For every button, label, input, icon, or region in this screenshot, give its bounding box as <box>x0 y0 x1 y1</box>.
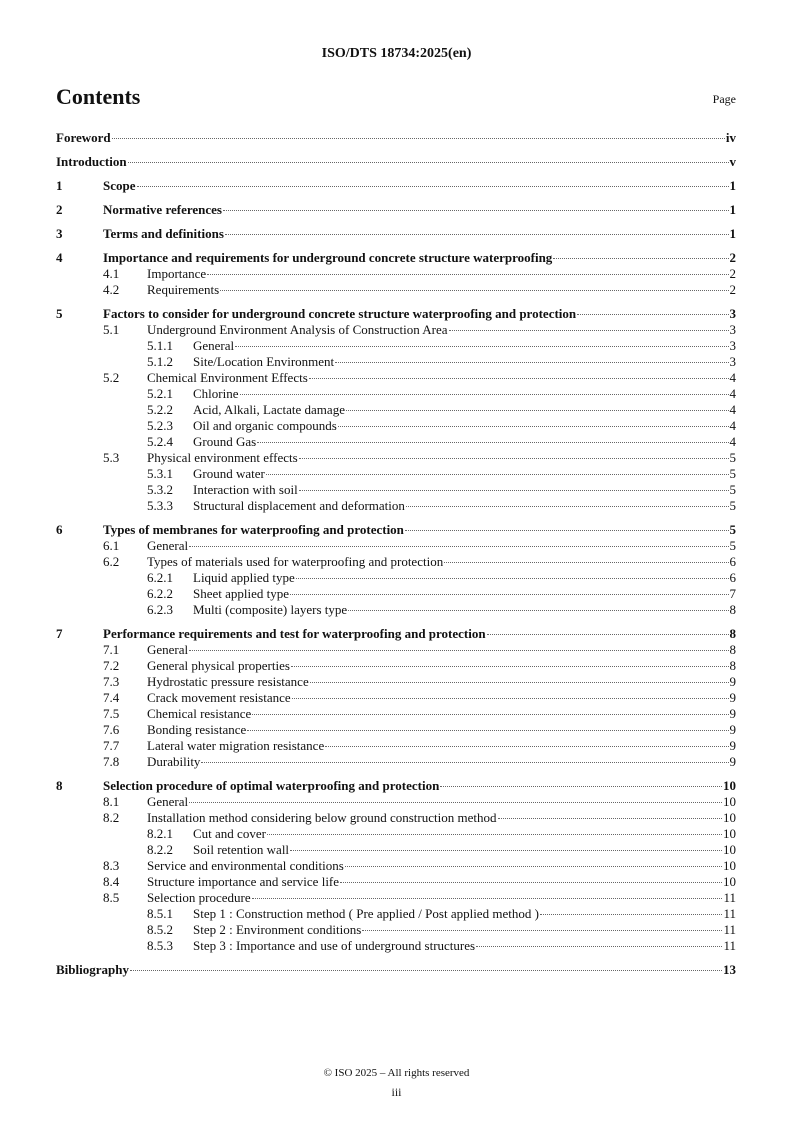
toc-entry-page: 2 <box>729 250 736 265</box>
dot-leader <box>449 330 729 331</box>
toc-entry-number: 8.2 <box>103 810 120 825</box>
toc-entry-title: Introduction <box>56 154 127 169</box>
toc-entry-number: 7.3 <box>103 674 120 689</box>
dot-leader <box>299 458 729 459</box>
toc-entry-title: Crack movement resistance <box>147 690 291 705</box>
toc-entry-page: 3 <box>729 306 736 321</box>
toc-entry-number: 5.2.3 <box>147 418 173 433</box>
dot-leader <box>225 234 729 235</box>
dot-leader <box>296 578 729 579</box>
toc-entry[interactable] <box>56 658 736 674</box>
toc-entry-page: 9 <box>729 706 736 721</box>
toc-entry-page: 4 <box>729 386 736 401</box>
toc-entry-title: Interaction with soil <box>193 482 298 497</box>
toc-entry-number: 5.2.2 <box>147 402 173 417</box>
toc-entry-page: 10 <box>723 874 736 889</box>
toc-entry-page: 11 <box>723 906 736 921</box>
toc-entry-number: 6.1 <box>103 538 120 553</box>
dot-leader <box>290 594 728 595</box>
toc-entry-page: 10 <box>723 826 736 841</box>
dot-leader <box>338 426 729 427</box>
toc-entry-number: 5.1.2 <box>147 354 173 369</box>
toc-entry-page: 4 <box>729 418 736 433</box>
toc-entry[interactable] <box>56 250 736 266</box>
toc-entry-title: General <box>147 794 189 809</box>
toc-entry[interactable] <box>56 890 736 906</box>
toc-entry-number: 4.2 <box>103 282 120 297</box>
toc-entry-title: Foreword <box>56 130 111 145</box>
dot-leader <box>348 610 728 611</box>
toc-entry-page: 10 <box>723 858 736 873</box>
toc-entry-title: Chlorine <box>193 386 239 401</box>
toc-entry-title: Liquid applied type <box>193 570 295 585</box>
toc-entry-number: 5.2.4 <box>147 434 173 449</box>
dot-leader <box>310 682 729 683</box>
dot-leader <box>207 274 728 275</box>
dot-leader <box>553 258 728 259</box>
toc-entry[interactable] <box>56 226 736 242</box>
toc-entry-title: Selection procedure <box>147 890 251 905</box>
toc-entry[interactable] <box>56 354 736 370</box>
dot-leader <box>340 882 722 883</box>
toc-entry-title: Multi (composite) layers type <box>193 602 348 617</box>
toc-entry-page: 5 <box>729 466 736 481</box>
toc-entry-page: iv <box>725 130 736 145</box>
toc-entry-title: Soil retention wall <box>193 842 290 857</box>
toc-entry[interactable] <box>56 338 736 354</box>
toc-entry-page: 1 <box>729 226 736 241</box>
dot-leader <box>362 930 722 931</box>
dot-leader <box>444 562 728 563</box>
toc-entry-number: 8.5.3 <box>147 938 173 953</box>
dot-leader <box>440 786 722 787</box>
toc-entry[interactable] <box>56 722 736 738</box>
toc-entry-number: 8.5.2 <box>147 922 173 937</box>
toc-entry-title: Bibliography <box>56 962 129 977</box>
toc-entry-number: 7.4 <box>103 690 120 705</box>
toc-entry-number: 7.8 <box>103 754 120 769</box>
toc-entry-title: Cut and cover <box>193 826 266 841</box>
toc-entry[interactable] <box>56 178 736 194</box>
toc-entry-number: 8.1 <box>103 794 120 809</box>
toc-entry-page: 5 <box>729 522 736 537</box>
dot-leader <box>240 394 729 395</box>
toc-entry-number: 5.3.1 <box>147 466 173 481</box>
toc-entry[interactable] <box>56 482 736 498</box>
toc-entry-number: 7.6 <box>103 722 120 737</box>
dot-leader <box>309 378 729 379</box>
toc-entry[interactable] <box>56 874 736 890</box>
toc-entry-page: 10 <box>723 778 736 793</box>
toc-entry-title: Acid, Alkali, Lactate damage <box>193 402 345 417</box>
toc-entry-title: Lateral water migration resistance <box>147 738 325 753</box>
toc-entry[interactable] <box>56 626 736 642</box>
toc-entry-number: 7.5 <box>103 706 120 721</box>
dot-leader <box>257 442 728 443</box>
toc-entry-page: 8 <box>729 642 736 657</box>
toc-entry-number: 4.1 <box>103 266 120 281</box>
toc-entry-title: Performance requirements and test for waterproofing and protection <box>103 626 486 641</box>
toc-entry[interactable] <box>56 642 736 658</box>
toc-entry-title: Chemical resistance <box>147 706 252 721</box>
toc-entry-title: Underground Environment Analysis of Construction Area <box>147 322 448 337</box>
toc-entry-page: v <box>729 154 736 169</box>
toc-entry[interactable] <box>56 794 736 810</box>
dot-leader <box>345 866 722 867</box>
dot-leader <box>291 666 729 667</box>
toc-entry-page: 5 <box>729 482 736 497</box>
toc-entry-page: 9 <box>729 722 736 737</box>
toc-entry-title: General physical properties <box>147 658 290 673</box>
toc-entry-number: 6.2.3 <box>147 602 173 617</box>
toc-entry[interactable] <box>56 450 736 466</box>
dot-leader <box>487 634 729 635</box>
toc-entry-page: 9 <box>729 738 736 753</box>
dot-leader <box>292 698 729 699</box>
toc-entry-page: 8 <box>729 658 736 673</box>
dot-leader <box>201 762 728 763</box>
toc-entry-page: 5 <box>729 498 736 513</box>
toc-entry-title: Selection procedure of optimal waterproofing and protection <box>103 778 440 793</box>
toc-entry-page: 1 <box>729 202 736 217</box>
toc-entry-number: 5.2 <box>103 370 120 385</box>
toc-entry-title: Site/Location Environment <box>193 354 335 369</box>
toc-entry-number: 1 <box>56 178 63 193</box>
toc-entry-page: 7 <box>729 586 736 601</box>
dot-leader <box>299 490 729 491</box>
toc-entry[interactable] <box>56 826 736 842</box>
toc-entry-page: 1 <box>729 178 736 193</box>
toc-entry-number: 8.5 <box>103 890 120 905</box>
toc-entry-page: 10 <box>723 810 736 825</box>
dot-leader <box>335 362 728 363</box>
toc-entry-title: Normative references <box>103 202 222 217</box>
dot-leader <box>137 186 729 187</box>
toc-entry[interactable] <box>56 858 736 874</box>
toc-entry-title: General <box>193 338 235 353</box>
dot-leader <box>540 914 723 915</box>
toc-entry[interactable] <box>56 842 736 858</box>
dot-leader <box>406 506 729 507</box>
dot-leader <box>128 162 729 163</box>
toc-entry-page: 5 <box>729 538 736 553</box>
toc-entry[interactable] <box>56 602 736 618</box>
toc-entry-title: Service and environmental conditions <box>147 858 344 873</box>
toc-entry[interactable] <box>56 154 736 170</box>
toc-entry[interactable] <box>56 130 736 146</box>
toc-entry-page: 2 <box>729 266 736 281</box>
toc-entry-title: Structural displacement and deformation <box>193 498 405 513</box>
dot-leader <box>130 970 722 971</box>
dot-leader <box>290 850 722 851</box>
toc-entry-title: Step 1 : Construction method ( Pre applied / Post applied method ) <box>193 906 539 921</box>
toc-entry[interactable] <box>56 370 736 386</box>
dot-leader <box>325 746 728 747</box>
toc-entry-title: Factors to consider for underground concrete structure waterproofing and protection <box>103 306 577 321</box>
toc-entry[interactable] <box>56 322 736 338</box>
toc-entry[interactable] <box>56 282 736 298</box>
toc-entry-title: Ground water <box>193 466 265 481</box>
toc-entry-title: Installation method considering below ground construction method <box>147 810 497 825</box>
toc-entry-page: 4 <box>729 370 736 385</box>
dot-leader <box>223 210 729 211</box>
toc-entry-page: 9 <box>729 754 736 769</box>
toc-entry-number: 4 <box>56 250 63 265</box>
toc-entry-page: 3 <box>729 322 736 337</box>
toc-entry-page: 8 <box>729 626 736 641</box>
toc-entry-page: 11 <box>723 938 736 953</box>
dot-leader <box>267 834 722 835</box>
toc-entry-page: 10 <box>723 842 736 857</box>
toc-entry[interactable] <box>56 906 736 922</box>
toc-entry[interactable] <box>56 202 736 218</box>
toc-entry[interactable] <box>56 570 736 586</box>
dot-leader <box>189 802 722 803</box>
toc-entry-number: 8.4 <box>103 874 120 889</box>
toc-entry-title: Oil and organic compounds <box>193 418 337 433</box>
toc-entry-number: 8.5.1 <box>147 906 173 921</box>
toc-entry[interactable] <box>56 586 736 602</box>
toc-entry-number: 5.3.2 <box>147 482 173 497</box>
toc-entry-page: 2 <box>729 282 736 297</box>
toc-entry-number: 5.1.1 <box>147 338 173 353</box>
toc-entry-page: 3 <box>729 354 736 369</box>
dot-leader <box>498 818 723 819</box>
toc-entry-title: Sheet applied type <box>193 586 290 601</box>
toc-entry-title: Physical environment effects <box>147 450 298 465</box>
toc-entry[interactable] <box>56 738 736 754</box>
toc-entry[interactable] <box>56 306 736 322</box>
toc-entry-number: 2 <box>56 202 63 217</box>
toc-entry[interactable] <box>56 778 736 794</box>
toc-entry[interactable] <box>56 266 736 282</box>
dot-leader <box>247 730 728 731</box>
toc-entry-page: 4 <box>729 402 736 417</box>
copyright-footer: © ISO 2025 – All rights reserved <box>323 1067 470 1079</box>
toc-entry[interactable] <box>56 754 736 770</box>
toc-entry-title: Chemical Environment Effects <box>147 370 308 385</box>
toc-entry-title: Structure importance and service life <box>147 874 340 889</box>
page-column-label: Page <box>712 92 736 106</box>
toc-entry-number: 6.2 <box>103 554 120 569</box>
toc-entry-number: 5.2.1 <box>147 386 173 401</box>
toc-entry-page: 9 <box>729 690 736 705</box>
toc-entry[interactable] <box>56 938 736 954</box>
toc-entry-page: 9 <box>729 674 736 689</box>
toc-entry-number: 5.3.3 <box>147 498 173 513</box>
toc-entry-number: 5.3 <box>103 450 120 465</box>
toc-entry-page: 13 <box>723 962 736 977</box>
toc-entry-number: 3 <box>56 226 63 241</box>
toc-entry-title: Step 3 : Importance and use of underground structures <box>193 938 476 953</box>
toc-entry-title: Ground Gas <box>193 434 257 449</box>
toc-entry-number: 7.1 <box>103 642 120 657</box>
toc-entry[interactable] <box>56 434 736 450</box>
toc-entry-number: 6 <box>56 522 63 537</box>
toc-entry-title: Scope <box>103 178 136 193</box>
table-of-contents <box>56 130 736 978</box>
toc-entry[interactable] <box>56 418 736 434</box>
dot-leader <box>235 346 728 347</box>
toc-entry-page: 4 <box>729 434 736 449</box>
toc-entry-number: 8.3 <box>103 858 120 873</box>
toc-entry[interactable] <box>56 554 736 570</box>
toc-entry-title: Durability <box>147 754 201 769</box>
toc-entry-number: 8 <box>56 778 63 793</box>
toc-entry-number: 6.2.1 <box>147 570 173 585</box>
toc-entry[interactable] <box>56 690 736 706</box>
dot-leader <box>220 290 728 291</box>
page-title: Contents <box>56 84 141 109</box>
toc-entry[interactable] <box>56 466 736 482</box>
toc-entry-number: 7.7 <box>103 738 120 753</box>
toc-entry-number: 8.2.1 <box>147 826 173 841</box>
toc-entry-page: 11 <box>723 890 736 905</box>
toc-entry-title: Importance and requirements for underground concrete structure waterproofing <box>103 250 553 265</box>
toc-entry-title: Hydrostatic pressure resistance <box>147 674 309 689</box>
toc-entry[interactable] <box>56 810 736 826</box>
toc-entry[interactable] <box>56 402 736 418</box>
toc-entry-number: 7 <box>56 626 63 641</box>
toc-entry-title: Importance <box>147 266 207 281</box>
toc-entry-number: 5.1 <box>103 322 120 337</box>
dot-leader <box>476 946 722 947</box>
toc-entry-title: Types of membranes for waterproofing and protection <box>103 522 404 537</box>
dot-leader <box>252 898 723 899</box>
toc-entry-title: Bonding resistance <box>147 722 247 737</box>
toc-entry[interactable] <box>56 522 736 538</box>
toc-entry-title: Types of materials used for waterproofing and protection <box>147 554 444 569</box>
dot-leader <box>189 650 728 651</box>
toc-entry[interactable] <box>56 922 736 938</box>
toc-entry-title: Requirements <box>147 282 220 297</box>
toc-entry[interactable] <box>56 538 736 554</box>
toc-entry-page: 5 <box>729 450 736 465</box>
dot-leader <box>266 474 729 475</box>
dot-leader <box>189 546 728 547</box>
toc-entry[interactable] <box>56 706 736 722</box>
document-header: ISO/DTS 18734:2025(en) <box>321 46 472 61</box>
toc-entry-page: 8 <box>729 602 736 617</box>
toc-entry-page: 6 <box>729 570 736 585</box>
toc-entry-title: General <box>147 538 189 553</box>
toc-entry-number: 5 <box>56 306 63 321</box>
toc-entry-title: General <box>147 642 189 657</box>
toc-entry-page: 10 <box>723 794 736 809</box>
toc-entry-number: 6.2.2 <box>147 586 173 601</box>
toc-entry-title: Terms and definitions <box>103 226 224 241</box>
dot-leader <box>252 714 728 715</box>
toc-entry-number: 8.2.2 <box>147 842 173 857</box>
toc-entry-title: Step 2 : Environment conditions <box>193 922 362 937</box>
dot-leader <box>112 138 725 139</box>
toc-entry[interactable] <box>56 674 736 690</box>
toc-entry[interactable] <box>56 498 736 514</box>
page-number: iii <box>391 1085 402 1099</box>
dot-leader <box>346 410 729 411</box>
toc-entry[interactable] <box>56 962 736 978</box>
toc-entry[interactable] <box>56 386 736 402</box>
toc-entry-page: 6 <box>729 554 736 569</box>
toc-entry-page: 3 <box>729 338 736 353</box>
dot-leader <box>577 314 728 315</box>
toc-entry-page: 11 <box>723 922 736 937</box>
dot-leader <box>405 530 729 531</box>
toc-entry-number: 7.2 <box>103 658 120 673</box>
